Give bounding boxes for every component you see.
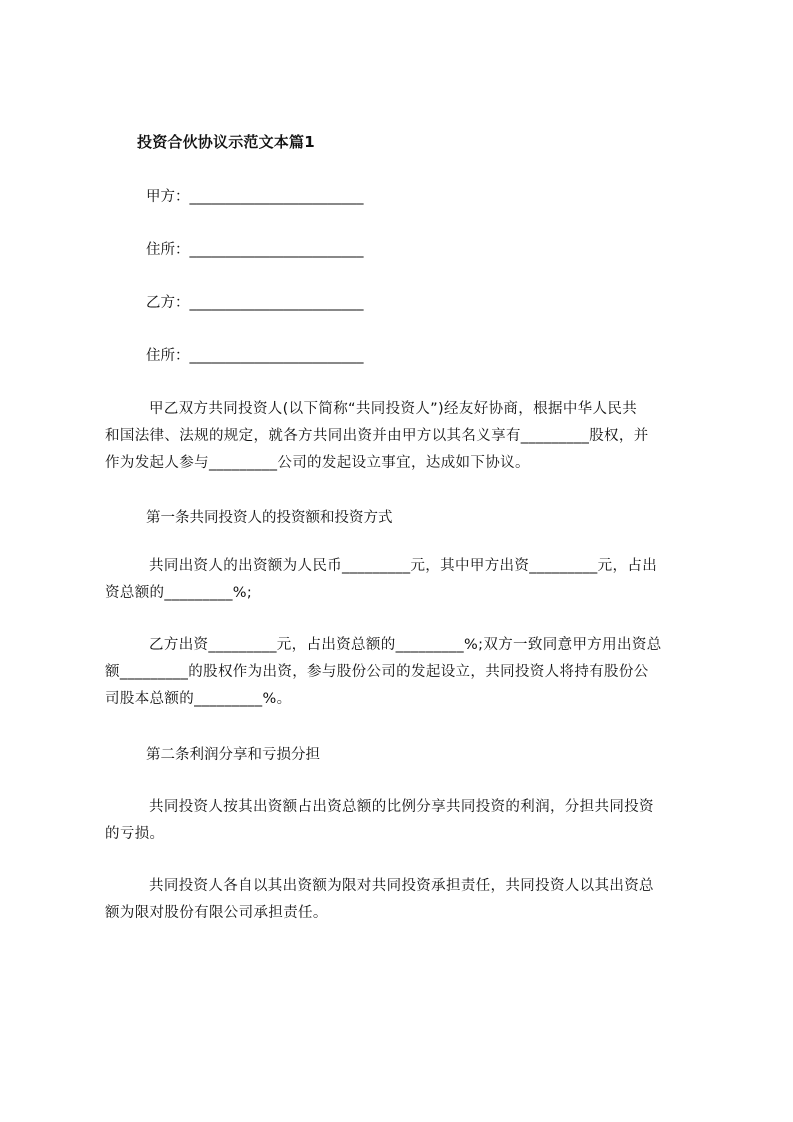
party-a-address-blank: ________________________ [189, 242, 364, 258]
article-2-p2-line-2: 额为限对股份有限公司承担责任。 [105, 905, 328, 921]
article-1-paragraph-1 [105, 553, 705, 607]
article-1-p1-line-1: 共同出资人的出资额为人民币_________元，其中甲方出资_________元，占出 [149, 558, 658, 574]
article-2-paragraph-2 [105, 873, 705, 927]
party-b-field [146, 291, 364, 312]
party-b-blank: ________________________ [189, 295, 364, 311]
article-1-p2-line-3: 司股本总额的_________%。 [105, 691, 292, 707]
intro-line-1: 甲乙双方共同投资人(以下简称“共同投资人”)经友好协商，根据中华人民共 [149, 401, 638, 417]
document-title: 投资合伙协议示范文本篇1 [137, 133, 315, 151]
party-a-address-label: 住所： [146, 242, 190, 258]
article-2-heading: 第二条利润分享和亏损分担 [146, 747, 320, 763]
party-a-address-field [146, 238, 364, 259]
article-1-p2-line-2: 额_________的股权作为出资，参与股份公司的发起设立，共同投资人将持有股份公 [105, 664, 649, 680]
article-2-paragraph-1 [105, 794, 705, 848]
article-1-paragraph-2 [105, 632, 705, 713]
party-b-address-field [146, 344, 364, 365]
party-a-field [146, 185, 364, 206]
article-1-p1-line-2: 资总额的_________%; [105, 585, 253, 601]
party-b-label: 乙方： [146, 295, 190, 311]
article-2-p1-line-1: 共同投资人按其出资额占出资总额的比例分享共同投资的利润，分担共同投资 [149, 799, 654, 815]
article-2-p1-line-2: 的亏损。 [105, 826, 165, 842]
article-1-heading: 第一条共同投资人的投资额和投资方式 [146, 510, 393, 526]
party-a-blank: ________________________ [189, 189, 364, 205]
party-b-address-label: 住所： [146, 348, 190, 364]
intro-line-3: 作为发起人参与_________公司的发起设立事宜，达成如下协议。 [105, 455, 530, 471]
article-2-p2-line-1: 共同投资人各自以其出资额为限对共同投资承担责任，共同投资人以其出资总 [149, 878, 654, 894]
article-1-p2-line-1: 乙方出资_________元，占出资总额的_________%;双方一致同意甲方用出资总 [149, 637, 662, 653]
intro-line-2: 和国法律、法规的规定，就各方共同出资并由甲方以其名义享有_________股权，并 [105, 428, 649, 444]
party-a-label: 甲方： [146, 189, 190, 205]
intro-paragraph [105, 396, 705, 477]
party-b-address-blank: ________________________ [189, 348, 364, 364]
